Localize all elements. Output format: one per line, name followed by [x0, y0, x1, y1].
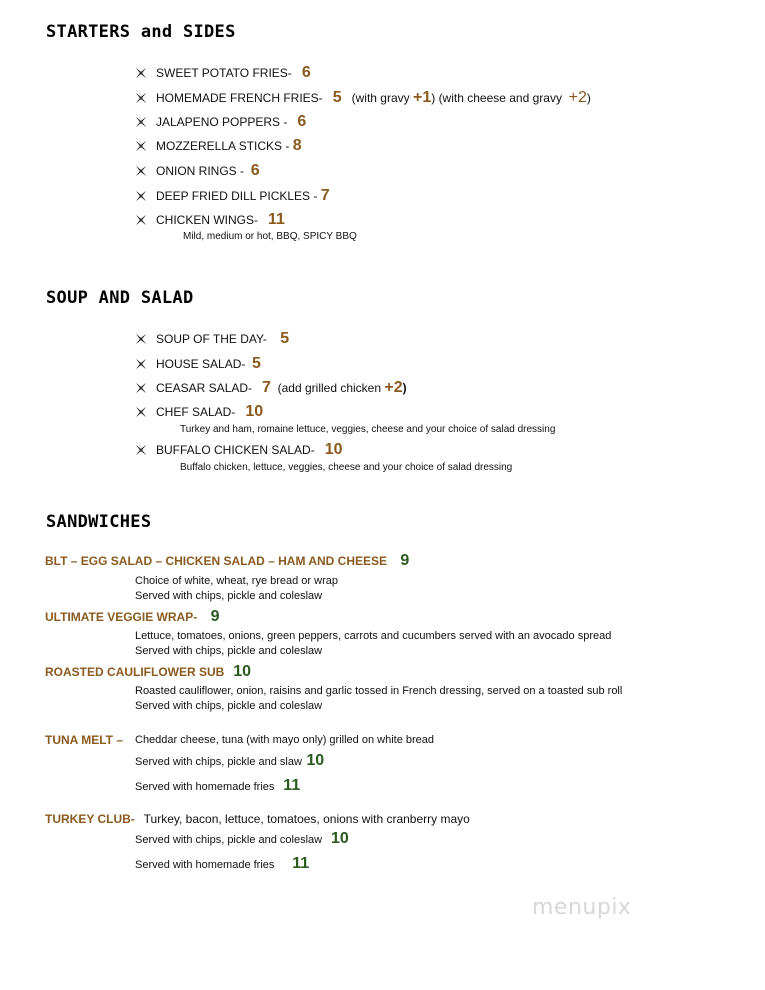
- item-extra-close: ): [586, 91, 591, 105]
- sandwich-desc: Cheddar cheese, tuna (with mayo only) grilled on white bread: [135, 734, 434, 746]
- item-price: 6: [297, 113, 307, 130]
- item-price: 5: [332, 89, 342, 106]
- menu-item: [136, 210, 285, 230]
- sandwich-option: [135, 752, 324, 770]
- item-extra: (add grilled chicken: [277, 381, 382, 395]
- item-name: DEEP FRIED DILL PICKLES -: [156, 189, 318, 203]
- menu-item: [136, 63, 311, 83]
- star-bullet-icon: [136, 93, 146, 103]
- option-price: 10: [306, 752, 325, 769]
- extra-price: +1: [412, 89, 432, 106]
- item-name: JALAPENO POPPERS -: [156, 115, 288, 129]
- item-price: 11: [268, 211, 285, 228]
- menu-item: [136, 186, 330, 206]
- item-price: 10: [245, 403, 264, 420]
- item-extra: (with gravy: [351, 91, 410, 105]
- starters-heading: STARTERS and SIDES: [46, 22, 236, 42]
- sandwich-desc: Served with chips, pickle and coleslaw: [135, 700, 323, 712]
- option-text: Served with homemade fries: [135, 781, 275, 793]
- sandwich-desc: Choice of white, wheat, rye bread or wrap: [135, 575, 338, 587]
- item-price: 5: [280, 330, 290, 347]
- sandwich-desc: Roasted cauliflower, onion, raisins and garlic tossed in French dressing, served on a toasted sub roll: [135, 685, 623, 697]
- option-price: 10: [330, 830, 349, 847]
- star-bullet-icon: [136, 407, 146, 417]
- star-bullet-icon: [136, 68, 146, 78]
- sandwich-title: TUNA MELT –: [45, 733, 123, 747]
- soup-salad-heading: SOUP AND SALAD: [46, 288, 194, 308]
- item-name: CHICKEN WINGS-: [156, 213, 258, 227]
- sandwich-price: 9: [400, 552, 410, 569]
- star-bullet-icon: [136, 141, 146, 151]
- star-bullet-icon: [136, 445, 146, 455]
- item-name: CEASAR SALAD-: [156, 381, 253, 395]
- item-extra: (with cheese and gravy: [438, 91, 562, 105]
- star-bullet-icon: [136, 359, 146, 369]
- item-price: 8: [292, 137, 302, 154]
- sandwich-desc: Served with chips, pickle and coleslaw: [135, 590, 323, 602]
- sandwich-title-row: [45, 663, 251, 681]
- sandwich-title: BLT – EGG SALAD – CHICKEN SALAD – HAM AND CHEESE: [45, 554, 388, 568]
- sandwich-price: 9: [210, 608, 220, 625]
- sandwiches-heading: SANDWICHES: [46, 512, 152, 532]
- star-bullet-icon: [136, 191, 146, 201]
- sandwich-title: ROASTED CAULIFLOWER SUB: [45, 665, 225, 679]
- item-note: Buffalo chicken, lettuce, veggies, cheese and your choice of salad dressing: [180, 462, 513, 473]
- option-text: Served with homemade fries: [135, 859, 275, 871]
- item-price: 5: [252, 355, 261, 372]
- item-note: Mild, medium or hot, BBQ, SPICY BBQ: [183, 231, 357, 242]
- menu-item: [136, 354, 261, 374]
- star-bullet-icon: [136, 166, 146, 176]
- extra-price: +2: [384, 379, 403, 396]
- item-name: ONION RINGS -: [156, 164, 245, 178]
- menu-item: [136, 378, 407, 398]
- item-extra-close: ): [431, 91, 436, 105]
- sandwich-desc: Turkey, bacon, lettuce, tomatoes, onions with cranberry mayo: [143, 812, 470, 826]
- menu-item: [136, 112, 306, 132]
- option-price: 11: [283, 777, 301, 794]
- watermark-logo: menupix: [532, 895, 632, 920]
- menu-item: [136, 161, 260, 181]
- menu-item: [136, 136, 302, 156]
- item-name: CHEF SALAD-: [156, 405, 236, 419]
- menu-item: [136, 402, 263, 422]
- item-name: SOUP OF THE DAY-: [156, 332, 267, 346]
- extra-price: +2: [568, 89, 587, 106]
- menu-item: [136, 440, 343, 460]
- menu-item: [136, 88, 591, 108]
- item-price: 6: [250, 162, 260, 179]
- sandwich-desc: Lettuce, tomatoes, onions, green peppers, carrots and cucumbers served with an avocado spread: [135, 630, 612, 642]
- sandwich-title-row: [45, 552, 409, 570]
- sandwich-title: TURKEY CLUB-: [45, 812, 135, 826]
- item-name: HOUSE SALAD-: [156, 357, 246, 371]
- item-price: 6: [301, 64, 311, 81]
- option-text: Served with chips, pickle and slaw: [135, 756, 302, 768]
- item-note: Turkey and ham, romaine lettuce, veggies, cheese and your choice of salad dressing: [180, 424, 556, 435]
- item-price: 7: [262, 379, 271, 396]
- item-name: SWEET POTATO FRIES-: [156, 66, 292, 80]
- sandwich-title: ULTIMATE VEGGIE WRAP-: [45, 610, 198, 624]
- item-price: 7: [320, 187, 330, 204]
- sandwich-price: 10: [233, 663, 252, 680]
- sandwich-option: [135, 777, 300, 795]
- sandwich-title-row: [45, 608, 219, 626]
- item-name: MOZZERELLA STICKS -: [156, 139, 290, 153]
- star-bullet-icon: [136, 334, 146, 344]
- item-name: HOMEMADE FRENCH FRIES-: [156, 91, 323, 105]
- sandwich-title-row: [45, 810, 470, 828]
- star-bullet-icon: [136, 215, 146, 225]
- star-bullet-icon: [136, 383, 146, 393]
- item-extra-close: ): [402, 381, 407, 395]
- star-bullet-icon: [136, 117, 146, 127]
- item-name: BUFFALO CHICKEN SALAD-: [156, 443, 315, 457]
- menu-item: [136, 329, 289, 349]
- option-text: Served with chips, pickle and coleslaw: [135, 834, 323, 846]
- sandwich-option: [135, 855, 309, 873]
- sandwich-option: [135, 830, 349, 848]
- item-price: 10: [324, 441, 343, 458]
- option-price: 11: [292, 855, 310, 872]
- sandwich-desc: Served with chips, pickle and coleslaw: [135, 645, 323, 657]
